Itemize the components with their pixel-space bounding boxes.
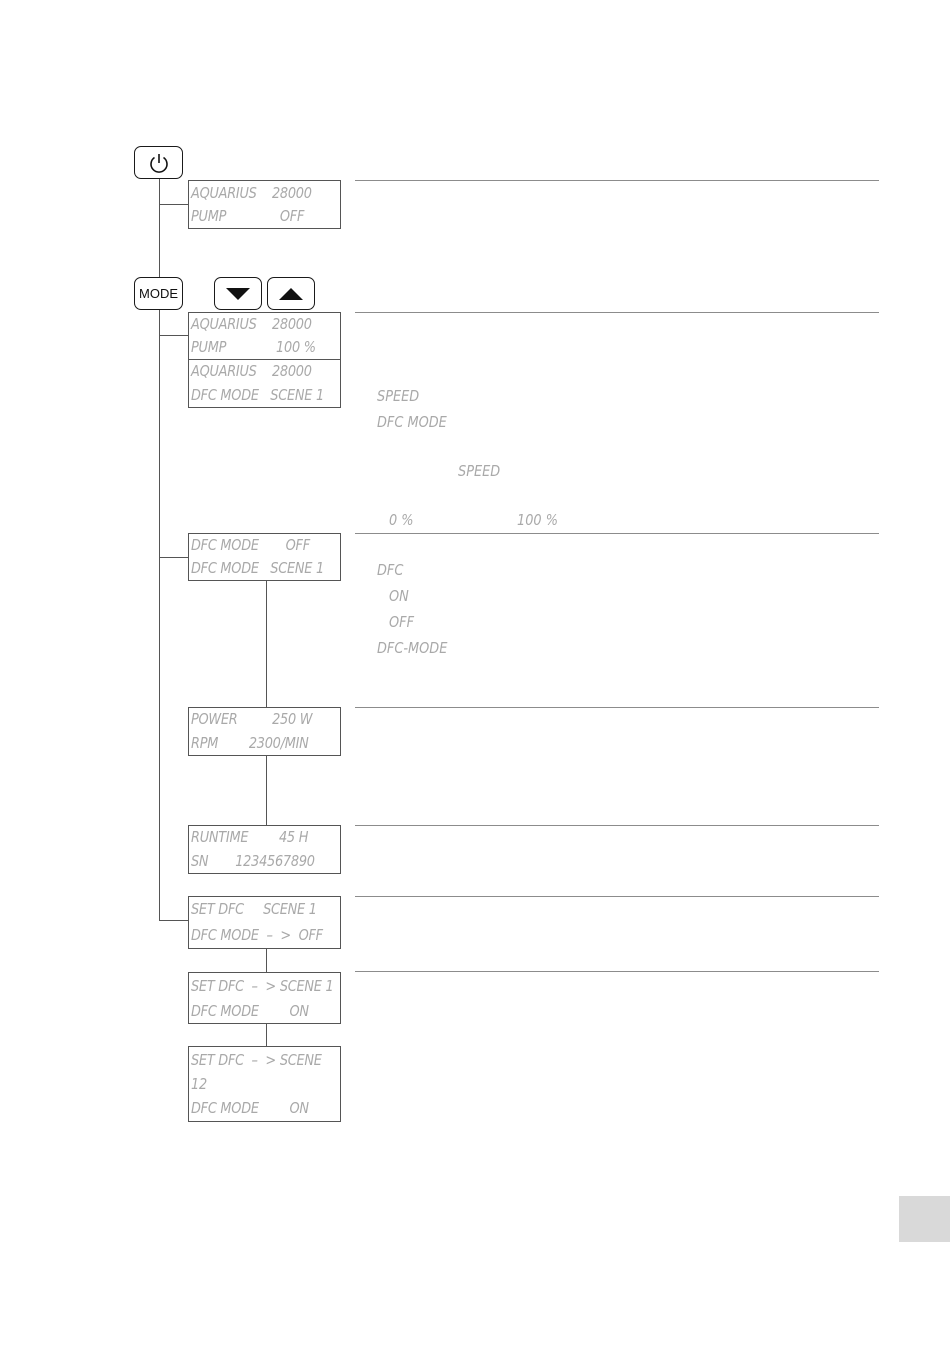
- note-dfc-mode-2: DFC-MODE: [377, 639, 448, 657]
- lcd-screen-set-dfc-scene12: [188, 1046, 341, 1122]
- mode-button-label: MODE: [139, 286, 178, 301]
- power-button[interactable]: [134, 146, 183, 179]
- lcd-line: DFC MODE SCENE 1: [191, 386, 324, 404]
- lcd-line: SN 1234567890: [191, 852, 315, 870]
- connector-mode-main: [159, 310, 160, 920]
- connector-to-s1: [159, 204, 188, 205]
- down-button[interactable]: [214, 277, 262, 310]
- note-speed-2: SPEED: [458, 462, 501, 480]
- connector-s5-s6: [266, 755, 267, 825]
- note-hundred-percent: 100 %: [517, 511, 558, 529]
- lcd-screen-pump: [188, 312, 341, 360]
- section-divider: [355, 312, 879, 313]
- lcd-line: RUNTIME 45 H: [191, 828, 309, 846]
- note-speed: SPEED: [377, 387, 420, 405]
- arrow-up-icon: [278, 287, 304, 301]
- connector-power-mode: [159, 179, 160, 277]
- section-divider: [355, 971, 879, 972]
- section-divider: [355, 896, 879, 897]
- lcd-line: 12: [191, 1075, 207, 1093]
- lcd-line: DFC MODE ON: [191, 1002, 309, 1020]
- section-divider: [355, 180, 879, 181]
- lcd-line: DFC MODE – > OFF: [191, 926, 323, 944]
- page-edge-tab: [899, 1196, 950, 1242]
- lcd-screen-dfc: [188, 359, 341, 408]
- connector-to-s2: [159, 335, 188, 336]
- connector-to-s4: [159, 557, 188, 558]
- note-dfc-mode: DFC MODE: [377, 413, 447, 431]
- lcd-screen-set-dfc: [188, 896, 341, 949]
- lcd-line: SET DFC – > SCENE: [191, 1051, 322, 1069]
- lcd-line: DFC MODE ON: [191, 1099, 309, 1117]
- note-zero-percent: 0 %: [389, 511, 414, 529]
- lcd-line: DFC MODE OFF: [191, 536, 310, 554]
- lcd-screen-power: [188, 707, 341, 756]
- lcd-line: AQUARIUS 28000: [191, 362, 312, 380]
- lcd-screen-off: [188, 180, 341, 229]
- up-button[interactable]: [267, 277, 315, 310]
- lcd-line: POWER 250 W: [191, 710, 313, 728]
- lcd-line: DFC MODE SCENE 1: [191, 559, 324, 577]
- section-divider: [355, 707, 879, 708]
- lcd-line: AQUARIUS 28000: [191, 184, 312, 202]
- arrow-down-icon: [225, 287, 251, 301]
- lcd-line: PUMP OFF: [191, 207, 305, 225]
- section-divider: [355, 825, 879, 826]
- lcd-line: SET DFC SCENE 1: [191, 900, 317, 918]
- connector-s7-s8: [266, 948, 267, 972]
- lcd-screen-runtime: [188, 825, 341, 874]
- lcd-screen-set-dfc-scene1: [188, 972, 341, 1024]
- lcd-line: SET DFC – > SCENE 1: [191, 977, 334, 995]
- section-divider: [355, 533, 879, 534]
- lcd-line: PUMP 100 %: [191, 338, 316, 356]
- power-icon: [148, 152, 170, 174]
- lcd-line: RPM 2300/MIN: [191, 734, 309, 752]
- lcd-screen-dfc-mode: [188, 533, 341, 581]
- note-on: ON: [389, 587, 409, 605]
- connector-s8-s9: [266, 1023, 267, 1046]
- connector-to-s7: [159, 920, 188, 921]
- lcd-line: AQUARIUS 28000: [191, 315, 312, 333]
- connector-s4-s5: [266, 580, 267, 707]
- mode-button[interactable]: [134, 277, 183, 310]
- note-off: OFF: [389, 613, 414, 631]
- note-dfc: DFC: [377, 561, 404, 579]
